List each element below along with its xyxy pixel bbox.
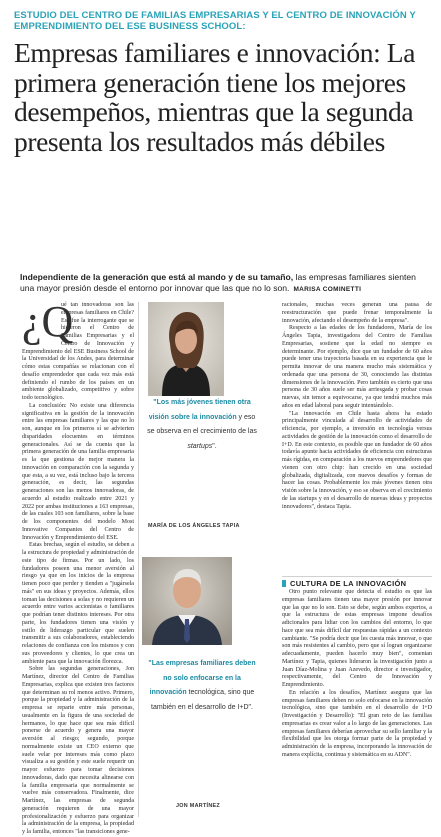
paragraph: "La innovación en Chile hasta ahora ha estado principalmente vinculada al desarrollo de actividades de eficiencia, por ejemplo, a inversión en tecnología versus actividades de gestión de la innovación como el desarrollo de I+D. En este contexto, es posible que un fundador de 60 años todavía apunte hacia actividades de eficiencia con estructuras más rígidas, en comparación a los nuevos emprendedores que vienen con otro chip: han crecido en una sociedad globalizada, digitalizada, con nuevos desafíos y formas de hacer las cosas. Probablemente los más jóvenes tienen otra visión sobre la innovación, y eso se observa en el crecimiento de las startups y en el desarrollo de nuevas ideas y proyectos innovadores", destaca Tapia. (282, 410, 432, 510)
section-heading (282, 576, 432, 588)
quote-text: y eso se observa en el crecimiento de las (147, 413, 257, 435)
paragraph: racionales, muchas veces generan una pausa de reestructuración que puede frenar temporalmente la innovación, afectando el desempeño de la empresa". (282, 302, 432, 324)
lead-strong: Independiente de la generación que está al mando y de su tamaño, (20, 272, 294, 282)
section-title: CULTURA DE LA INNOVACIÓN (290, 579, 407, 588)
paragraph: Sobre las segundas generaciones, Jon Martínez, director del Centro de Familias Empresarias, explica que existen tres factores que determinan su rol menos activo. Primero, porque la propiedad y la administración de la empresa se reparte entre más personas, usualmente en la figura de una sociedad de hermanos, lo que hace que sea más difícil ponerse de acuerdo y genera una mayor aversión al riesgo; segundo, porque normalmente existe un CEO externo que suele velar por intereses más como plazo visualiza a su gestión y este suele requerir un mayor esfuerzo para tomar decisiones innovadoras, dado que necesita alinearse con la familia empresaria que normalmente se vuelve más conservadora. Finalmente, dice Martínez, las empresas de segunda generación requieren de una mayor profesionalización y esfuerzo para organizar la administración de la empresa, la propiedad y la familia, entonces "las transiciones gene- (22, 666, 134, 835)
quote-italic: startups (187, 442, 213, 450)
column-3-lower (282, 589, 432, 760)
column-1 (22, 297, 134, 837)
quote-highlight: "Los más jóvenes tienen otra visión sobre la innovación (148, 399, 251, 421)
portrait-maria-tapia (148, 302, 224, 396)
section-marker (282, 580, 286, 587)
quote-end: ". (212, 442, 217, 450)
quote-attribution-2: JON MARTÍNEZ (176, 803, 221, 809)
dropcap-paragraph (22, 297, 134, 403)
article-headline: Empresas familiares e innovación: La primera generación tiene los mejores desempeños, mientras que la segunda presenta los resultados más débiles (14, 37, 416, 157)
portrait-jon-martinez (142, 557, 232, 645)
paragraph: ué tan innovadoras son las empresas familiares en Chile? Esa fue la interrogante que se hicieron el Centro de Familias Empresarias y el Centro de Innovación y Emprendimiento del ESE Business School de la Universidad de los Andes, para determinar cómo estas compañías se relacionan con el desafío emprendedor que cada vez más está definiendo el rumbo de los países en un ambiente globalizado, competitivo y sobre todo tecnológico. (22, 302, 134, 401)
portrait-image (148, 302, 224, 396)
quote-highlight: "Las empresas familiares deben no solo enfocarse en la innovación (148, 660, 256, 696)
quote-text: tecnológica, sino que también en el desarrollo de I+D". (151, 689, 255, 711)
pull-quote-2 (146, 657, 258, 715)
article-lead (20, 272, 432, 295)
column-3 (282, 302, 432, 511)
paragraph: Respecto a las edades de los fundadores, María de los Ángeles Tapia, investigadora del Centro de Familias Empresarias, sostiene que la edad no siempre es determinante. Por ejemplo, dice que un fundador de 60 años puede tener una trayectoria basada en su experiencia que le permita innovar de una manera mucho más sistemática y ordenada que una persona de 30, conociendo las distintas dimensiones de la innovación. Pero también es cierto que una persona de 30 años suele ser más arriesgada y probar cosas nuevas, sin temor a equivocarse, ya que tendrá muchos más años en edad laboral para seguir intentándolo. (282, 325, 432, 409)
byline: MARISA COMINETTI (293, 286, 362, 293)
lead-rest: las empresas familiares sienten una mayor presión desde el entorno por innovar que las que no lo son. (20, 272, 416, 293)
paragraph: En relación a los desafíos, Martínez asegura que las empresas familiares deben no solo enfocarse en la innovación tecnológica, sino que también en el desarrollo de I+D (Investigación y Desarrollo): "El gran reto de las familias empresarias es crear valor a lo largo de las generaciones. Las empresas familiares deberían aprovechar su sello familiar y la flexibilidad que les otorga formar parte de la propiedad y administración de la empresa, incorporando la innovación de manera explícita, continua y sistemática en su ADN". (282, 689, 432, 758)
article-kicker: ESTUDIO DEL CENTRO DE FAMILIAS EMPRESARIAS Y EL CENTRO DE INNOVACIÓN Y EMPRENDIMIENTO DEL ESE BUSINESS SCHOOL: (14, 10, 416, 32)
paragraph: Estas brechas, según el estudio, se deben a la estructura de propiedad y administración de este tipo de firmas. Por un lado, los fundadores poseen una menor aversión al riesgo ya que en los inicios de la empresa tienen poco que perder y tienden a "jugársela más" en sus ideas y proyectos. Además, ellos toman las decisiones a solas y no requieren un acuerdo entre varios accionistas o familiares que podrían tener distintos intereses. Por otra parte, los fundadores tienen una visión y estilo de liderazgo particular que suelen transmitir a sus colaboradores, estableciendo relaciones de confianza con los mismos y con sus proveedores y clientes, lo que crea un ambiente para que la innovación florezca. (22, 542, 134, 665)
portrait-image (142, 557, 232, 645)
quote-attribution-1: MARÍA DE LOS ÁNGELES TAPIA (148, 523, 240, 529)
dropcap: ¿Q (22, 297, 74, 346)
pull-quote-1 (146, 396, 258, 454)
paragraph: Otro punto relevante que detecta el estudio es que las empresas familiares tienen una mayor presión por innovar que las que no lo son. Esto se debe, según ambos expertos, a que la estructura de estas empresas impone desafíos adicionales para lidiar con los cambios del entorno, lo que hace que sea más difícil dar respuestas rápidas a un contexto cambiante. "Se podría decir que les cuesta más innovar, o que son más resistentes al cambio, pero que sí logran organizarse adecuadamente, pueden hacerlo muy bien", comentan Martínez y Tapia, quienes lideraron la investigación junto a Juan Díaz-Molina y Juan Azevedo, director e investigador, respectivamente, del Centro de Innovación y Emprendimiento. (282, 589, 432, 688)
column-divider (138, 302, 139, 817)
paragraph: La conclusión: No existe una diferencia significativa en la gestión de la innovación entre las empresas familiares y las que no lo son, aunque en los primeros sí se advierten disparidades elocuentes en términos generacionales. Así se da cuenta que la primera generación de una familia empresaria es la que gestiona de mejor manera la innovación en comparación con la segunda y que esta, a su vez, está incluso bajo la tercera generación, es decir, las segundas generaciones son las menos innovadoras, de acuerdo al estudio realizado entre 2021 y 2022 por ambas instituciones a 163 empresas, de las cuales 103 son familiares, sobre la base de los componentes del modelo Most Innovative Companies del Centro de Innovación y Emprendimiento del ESE. (22, 402, 134, 541)
